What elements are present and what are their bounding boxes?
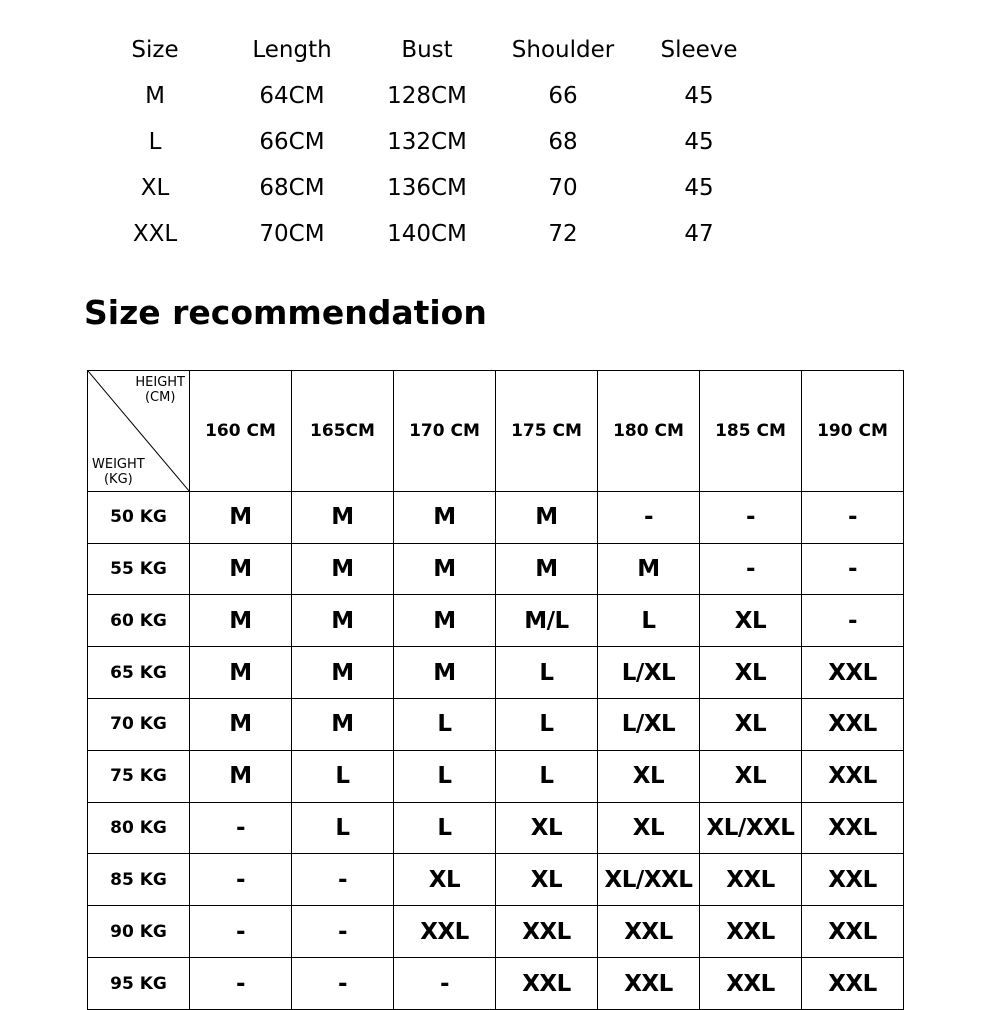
measurement-bust-cell: 140CM bbox=[387, 221, 467, 247]
height-axis-label bbox=[135, 375, 185, 405]
measurement-bust-cell: 128CM bbox=[387, 83, 467, 109]
size-cell: - bbox=[190, 854, 292, 906]
size-cell: - bbox=[700, 543, 802, 595]
weight-header-cell: 55 KG bbox=[88, 543, 190, 595]
measurement-length-cell: 68CM bbox=[259, 175, 325, 201]
weight-header-cell: 95 KG bbox=[88, 958, 190, 1010]
size-recommendation-table bbox=[87, 370, 904, 1010]
weight-header-cell: 90 KG bbox=[88, 906, 190, 958]
size-cell: M/L bbox=[496, 595, 598, 647]
size-cell: - bbox=[802, 595, 904, 647]
size-cell: XL bbox=[496, 854, 598, 906]
measurement-row bbox=[0, 73, 1000, 119]
size-cell: M bbox=[292, 543, 394, 595]
size-cell: - bbox=[700, 491, 802, 543]
height-header-row bbox=[88, 371, 904, 492]
measurement-length-cell: 66CM bbox=[259, 129, 325, 155]
size-cell: M bbox=[496, 491, 598, 543]
size-cell: XXL bbox=[802, 802, 904, 854]
measurement-length-cell: 64CM bbox=[259, 83, 325, 109]
measurement-size-cell: L bbox=[148, 129, 162, 155]
size-cell: XXL bbox=[598, 958, 700, 1010]
size-cell: XXL bbox=[802, 854, 904, 906]
size-cell: XL bbox=[496, 802, 598, 854]
table-row bbox=[88, 543, 904, 595]
size-cell: XXL bbox=[394, 906, 496, 958]
measurement-shoulder-cell: 66 bbox=[548, 83, 578, 109]
table-row bbox=[88, 595, 904, 647]
measurement-sleeve-cell: 45 bbox=[684, 129, 714, 155]
size-cell: - bbox=[292, 854, 394, 906]
weight-label-text: WEIGHT bbox=[92, 456, 145, 472]
size-cell: L bbox=[496, 699, 598, 751]
size-cell: - bbox=[190, 802, 292, 854]
measurement-sleeve-cell: 45 bbox=[684, 83, 714, 109]
weight-header-cell: 50 KG bbox=[88, 491, 190, 543]
size-cell: XL bbox=[598, 802, 700, 854]
size-cell: L bbox=[394, 802, 496, 854]
height-header-cell: 160 CM bbox=[190, 371, 292, 492]
measurement-header-sleeve: Sleeve bbox=[660, 37, 738, 63]
size-cell: M bbox=[394, 647, 496, 699]
size-cell: L bbox=[496, 647, 598, 699]
size-cell: M bbox=[394, 595, 496, 647]
size-cell: XL bbox=[700, 647, 802, 699]
size-cell: M bbox=[292, 595, 394, 647]
size-cell: L bbox=[292, 750, 394, 802]
size-cell: M bbox=[394, 543, 496, 595]
size-cell: M bbox=[292, 699, 394, 751]
size-cell: XXL bbox=[598, 906, 700, 958]
size-cell: L/XL bbox=[598, 699, 700, 751]
size-cell: M bbox=[190, 647, 292, 699]
size-cell: M bbox=[190, 595, 292, 647]
weight-header-cell: 65 KG bbox=[88, 647, 190, 699]
size-cell: XL bbox=[700, 595, 802, 647]
size-cell: XXL bbox=[700, 958, 802, 1010]
weight-axis-label bbox=[92, 457, 145, 487]
weight-header-cell: 60 KG bbox=[88, 595, 190, 647]
weight-header-cell: 80 KG bbox=[88, 802, 190, 854]
size-cell: XXL bbox=[496, 958, 598, 1010]
size-cell: XXL bbox=[700, 906, 802, 958]
size-cell: - bbox=[292, 958, 394, 1010]
size-cell: XXL bbox=[700, 854, 802, 906]
measurement-size-cell: M bbox=[145, 83, 165, 109]
size-cell: XL bbox=[700, 750, 802, 802]
height-header-cell: 165CM bbox=[292, 371, 394, 492]
height-label-text: HEIGHT bbox=[135, 375, 185, 390]
size-cell: XXL bbox=[802, 647, 904, 699]
size-cell: XXL bbox=[802, 958, 904, 1010]
height-header-cell: 190 CM bbox=[802, 371, 904, 492]
size-cell: L bbox=[292, 802, 394, 854]
height-unit-text: (CM) bbox=[144, 390, 176, 405]
page-title: Size recommendation bbox=[84, 293, 487, 332]
height-header-cell: 170 CM bbox=[394, 371, 496, 492]
measurement-sleeve-cell: 47 bbox=[684, 221, 714, 247]
size-cell: M bbox=[394, 491, 496, 543]
measurement-row bbox=[0, 211, 1000, 257]
table-row bbox=[88, 958, 904, 1010]
measurement-header-shoulder: Shoulder bbox=[511, 37, 615, 63]
size-cell: L bbox=[394, 750, 496, 802]
measurement-bust-cell: 132CM bbox=[387, 129, 467, 155]
corner-cell bbox=[88, 371, 190, 492]
height-header-cell: 175 CM bbox=[496, 371, 598, 492]
size-cell: - bbox=[598, 491, 700, 543]
weight-header-cell: 75 KG bbox=[88, 750, 190, 802]
size-cell: - bbox=[394, 958, 496, 1010]
size-cell: XL bbox=[700, 699, 802, 751]
size-cell: XL bbox=[598, 750, 700, 802]
size-cell: M bbox=[496, 543, 598, 595]
size-cell: M bbox=[292, 491, 394, 543]
weight-unit-text: (KG) bbox=[103, 471, 133, 487]
measurement-size-cell: XXL bbox=[132, 221, 178, 247]
size-cell: - bbox=[190, 906, 292, 958]
size-cell: - bbox=[802, 543, 904, 595]
size-cell: M bbox=[190, 699, 292, 751]
size-cell: L bbox=[598, 595, 700, 647]
weight-header-cell: 70 KG bbox=[88, 699, 190, 751]
measurement-shoulder-cell: 68 bbox=[548, 129, 578, 155]
size-cell: M bbox=[190, 543, 292, 595]
size-cell: XXL bbox=[802, 906, 904, 958]
measurement-header-bust: Bust bbox=[401, 37, 453, 63]
size-cell: M bbox=[190, 750, 292, 802]
table-row bbox=[88, 750, 904, 802]
measurement-size-cell: XL bbox=[140, 175, 170, 201]
size-cell: XXL bbox=[496, 906, 598, 958]
size-cell: - bbox=[292, 906, 394, 958]
measurement-header-length: Length bbox=[252, 37, 332, 63]
measurement-header-size: Size bbox=[131, 37, 179, 63]
size-cell: M bbox=[292, 647, 394, 699]
height-header-cell: 185 CM bbox=[700, 371, 802, 492]
table-row bbox=[88, 854, 904, 906]
size-cell: XXL bbox=[802, 699, 904, 751]
table-row bbox=[88, 647, 904, 699]
table-row bbox=[88, 802, 904, 854]
measurement-row bbox=[0, 119, 1000, 165]
size-cell: XL/XXL bbox=[700, 802, 802, 854]
height-header-cell: 180 CM bbox=[598, 371, 700, 492]
size-cell: L bbox=[394, 699, 496, 751]
size-cell: - bbox=[802, 491, 904, 543]
weight-header-cell: 85 KG bbox=[88, 854, 190, 906]
size-cell: L/XL bbox=[598, 647, 700, 699]
size-cell: XL/XXL bbox=[598, 854, 700, 906]
measurement-shoulder-cell: 72 bbox=[548, 221, 578, 247]
measurement-bust-cell: 136CM bbox=[387, 175, 467, 201]
table-row bbox=[88, 906, 904, 958]
size-cell: XL bbox=[394, 854, 496, 906]
size-cell: - bbox=[190, 958, 292, 1010]
measurement-header-row bbox=[0, 27, 1000, 73]
size-cell: M bbox=[598, 543, 700, 595]
measurement-row bbox=[0, 165, 1000, 211]
size-cell: XXL bbox=[802, 750, 904, 802]
size-cell: M bbox=[190, 491, 292, 543]
measurement-length-cell: 70CM bbox=[259, 221, 325, 247]
measurement-sleeve-cell: 45 bbox=[684, 175, 714, 201]
size-cell: L bbox=[496, 750, 598, 802]
measurement-shoulder-cell: 70 bbox=[548, 175, 578, 201]
table-row bbox=[88, 491, 904, 543]
table-row bbox=[88, 699, 904, 751]
